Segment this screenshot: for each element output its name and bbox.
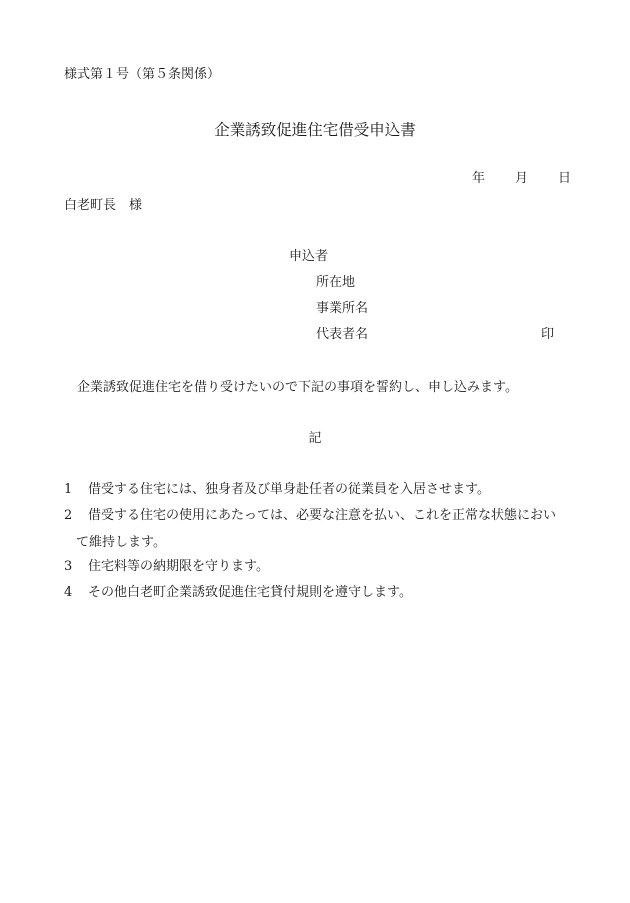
applicant-label: 申込者 bbox=[289, 249, 329, 264]
office-name-label: 事業所名 bbox=[316, 301, 369, 316]
addressee: 白老町長 様 bbox=[64, 198, 143, 213]
item-text: 借受する住宅には、独身者及び単身赴任者の従業員を入居させます。 bbox=[88, 482, 490, 497]
seal-mark: 印 bbox=[541, 327, 555, 342]
item-number: 3 bbox=[64, 559, 73, 574]
pledge-statement: 企業誘致促進住宅を借り受けたいので下記の事項を誓約し、申し込みます。 bbox=[77, 380, 518, 395]
item-number: 2 bbox=[64, 508, 73, 523]
date-year-label: 年 bbox=[472, 171, 486, 186]
ki-heading: 記 bbox=[308, 431, 322, 446]
date-day-label: 日 bbox=[558, 171, 572, 186]
document-title: 企業誘致促進住宅借受申込書 bbox=[214, 121, 416, 139]
item-text: その他白老町企業誘致促進住宅貸付規則を遵守します。 bbox=[88, 585, 412, 600]
item-number: 4 bbox=[64, 585, 73, 600]
address-label: 所在地 bbox=[316, 275, 356, 290]
representative-label: 代表者名 bbox=[316, 327, 369, 342]
item-text: 住宅料等の納期限を守ります。 bbox=[88, 559, 269, 574]
item-number: 1 bbox=[64, 482, 73, 497]
list-item bbox=[64, 559, 269, 575]
list-item bbox=[64, 508, 556, 524]
list-item bbox=[64, 482, 490, 498]
item-text: 借受する住宅の使用にあたっては、必要な注意を払い、これを正常な状態におい bbox=[88, 508, 557, 523]
list-item bbox=[64, 585, 412, 601]
form-number: 様式第１号（第５条関係） bbox=[64, 67, 221, 82]
date-month-label: 月 bbox=[515, 171, 529, 186]
item-text-continuation: て維持します。 bbox=[76, 535, 166, 550]
